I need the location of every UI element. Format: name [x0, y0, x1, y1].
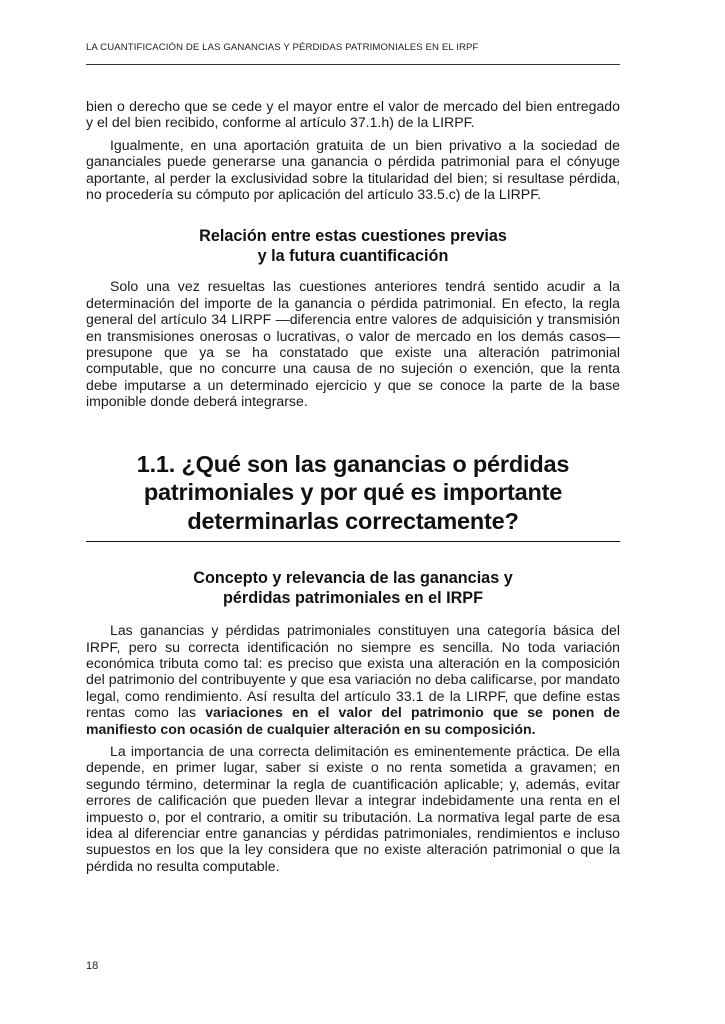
section-heading-concepto	[86, 568, 620, 608]
chapter-heading-line: patrimoniales y por qué es importante	[143, 479, 563, 506]
section-heading-line: Concepto y relevancia de las ganancias y	[193, 569, 513, 588]
page-content	[86, 98, 620, 874]
running-header: LA CUANTIFICACIÓN DE LAS GANANCIAS Y PÉRDIDAS PATRIMONIALES EN EL IRPF	[86, 42, 479, 53]
section-heading-relacion	[86, 226, 620, 266]
paragraph-importancia: La importancia de una correcta delimitación es eminentemente práctica. De ella depende, en primer lugar, saber si existe o no renta sometida a gravamen; en segundo término, determinar la regla de cuantificación aplicable; y, además, evitar errores de calificación que pueden llevar a integrar indebidamente una renta en el impuesto o, por el contrario, a omitir su tributación. La normativa legal parte de esa idea al diferenciar entre ganancias y pérdidas patrimoniales, rendimientos e incluso supuestos en los que la ley considera que no existe alteración patrimonial o que la pérdida no resulta computable.	[86, 743, 620, 874]
chapter-divider	[86, 541, 620, 542]
paragraph-concepto	[86, 622, 620, 737]
paragraph-text: Las ganancias y pérdidas patrimoniales constituyen una categoría básica del IRPF, pero su correcta identificación no siempre es sencilla. No toda variación económica tributa como tal: es preciso que exista una alteración en la composición del patrimonio del contribuyente y que esa variación no deba calificarse, por mandato legal, como rendimiento. Así resulta del artículo 33.1 de la LIRPF, que define estas rentas como las	[86, 622, 620, 721]
paragraph-gananciales: Igualmente, en una aportación gratuita de un bien privativo a la sociedad de gananciales puede generarse una ganancia o pérdida patrimonial para el cónyuge aportante, al perder la exclusividad sobre la titularidad del bien; si resultase pérdida, no procedería su cómputo por aplicación del artículo 33.5.c) de la LIRPF.	[86, 136, 620, 203]
chapter-heading	[86, 450, 620, 536]
chapter-heading-line: determinarlas correctamente?	[187, 507, 519, 534]
section-heading-line: pérdidas patrimoniales en el IRPF	[223, 589, 483, 608]
paragraph-relacion: Solo una vez resueltas las cuestiones anteriores tendrá sentido acudir a la determinación del importe de la ganancia o pérdida patrimonial. En efecto, la regla general del artículo 34 LIRPF —diferencia entre valores de adquisición y transmisión en transmisiones onerosas o lucrativas, o valor de mercado en los demás casos— presupone que ya se ha constatado que existe una alteración patrimonial computable, que no concurre una causa de no sujeción o exención, que la renta debe imputarse a un determinado ejercicio y que se conoce la parte de la base imponible donde deberá integrarse.	[86, 278, 620, 410]
section-heading-line: y la futura cuantificación	[257, 247, 449, 266]
section-heading-line: Relación entre estas cuestiones previas	[199, 227, 507, 246]
page-number: 18	[86, 960, 99, 972]
paragraph-continuation: bien o derecho que se cede y el mayor entre el valor de mercado del bien entregado y el del bien recibido, conforme al artículo 37.1.h) de la LIRPF.	[86, 98, 620, 131]
paragraph-bold-definition: variaciones en el valor del patrimonio que se ponen de manifiesto con ocasión de cualquier alteración en su composición.	[86, 704, 620, 737]
header-divider	[86, 64, 620, 65]
chapter-heading-line: 1.1. ¿Qué son las ganancias o pérdidas	[136, 450, 570, 477]
